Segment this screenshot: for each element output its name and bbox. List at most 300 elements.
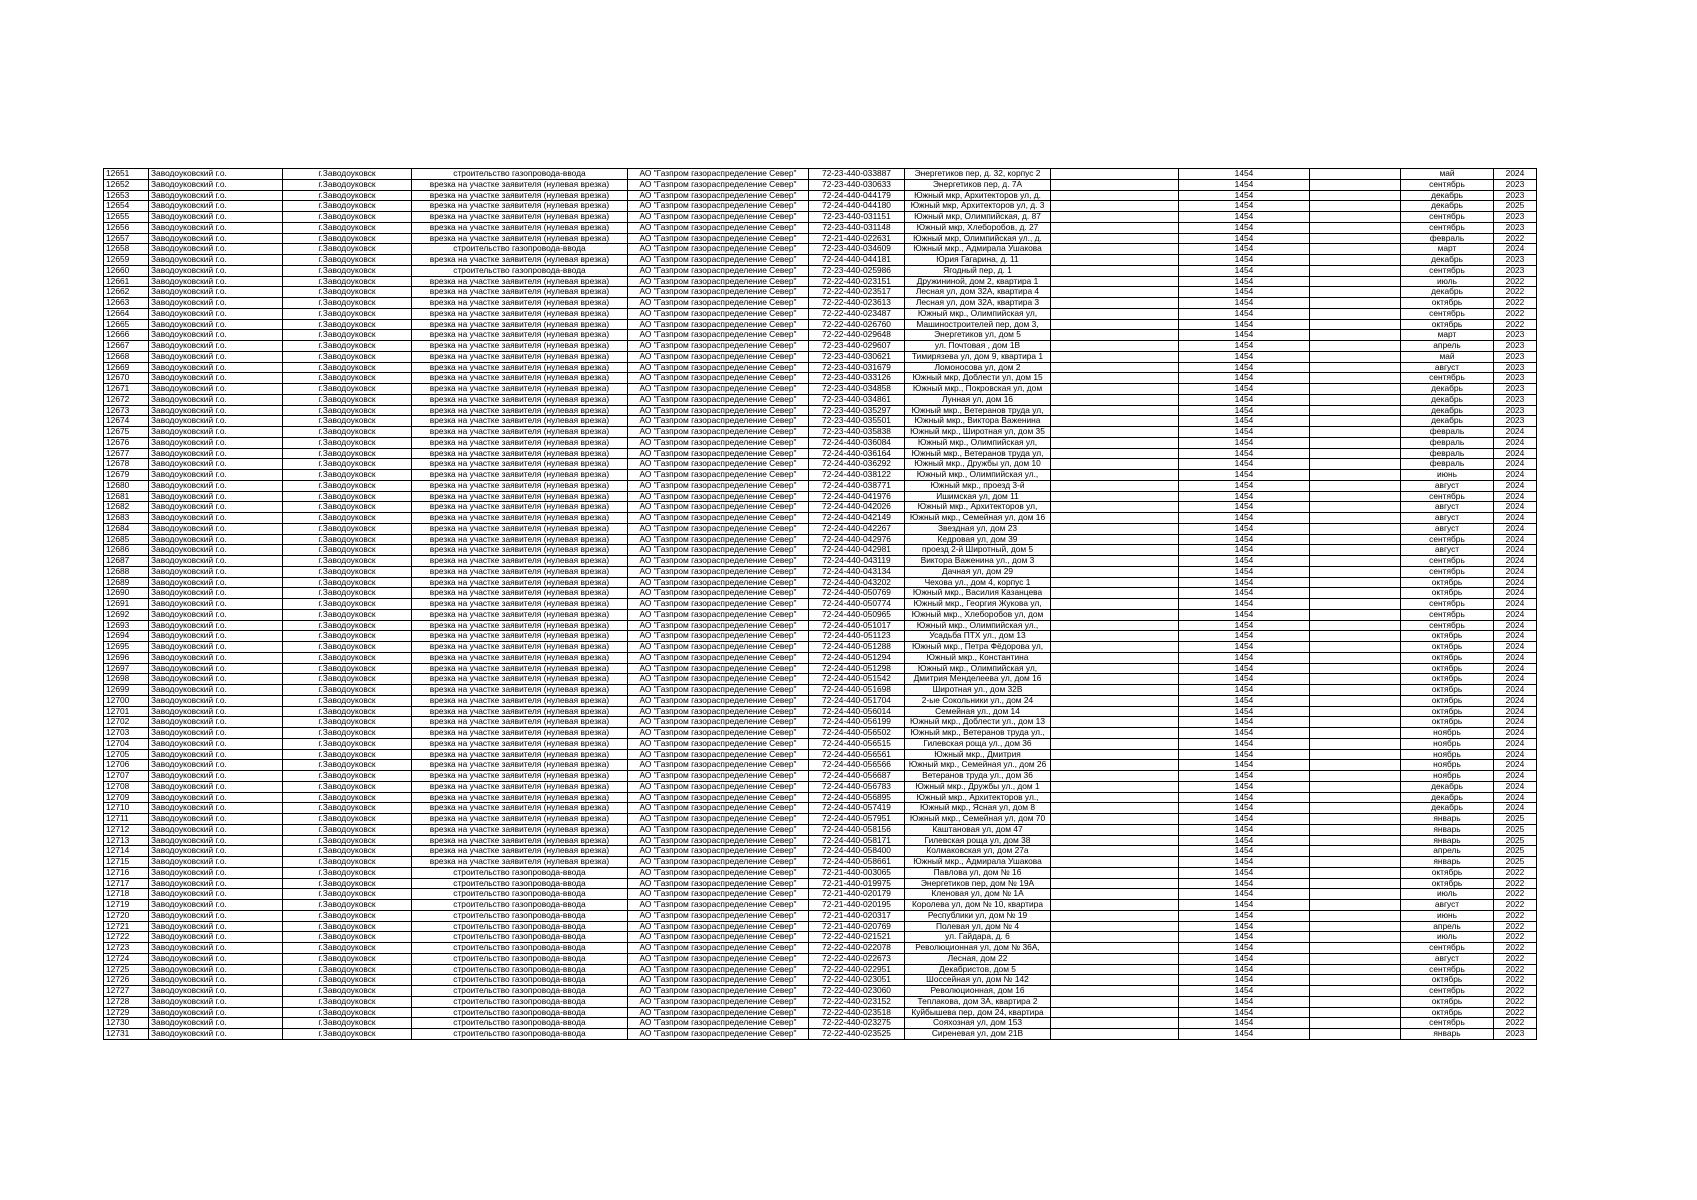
year-cell: 2024 xyxy=(1494,728,1537,739)
organization-cell: АО "Газпром газораспределение Север" xyxy=(628,599,809,610)
address-cell: Декабристов, дом 5 xyxy=(905,964,1051,975)
row-number-cell: 12704 xyxy=(104,738,149,749)
address-cell: Юрия Гагарина, д. 11 xyxy=(905,255,1051,266)
city-cell: г.Заводоуковск xyxy=(283,394,412,405)
application-number-cell: 72-24-440-051288 xyxy=(809,642,905,653)
work-type-cell: врезка на участке заявителя (нулевая врезка) xyxy=(412,212,628,223)
empty-cell-2-cell xyxy=(1310,792,1401,803)
district-cell: Заводоуковский г.о. xyxy=(149,308,283,319)
district-cell: Заводоуковский г.о. xyxy=(149,351,283,362)
organization-cell: АО "Газпром газораспределение Север" xyxy=(628,620,809,631)
empty-cell-2-cell xyxy=(1310,900,1401,911)
month-cell: март xyxy=(1401,244,1494,255)
empty-cell-cell xyxy=(1051,341,1179,352)
empty-cell-2-cell xyxy=(1310,996,1401,1007)
work-type-cell: строительство газопровода-ввода xyxy=(412,996,628,1007)
row-number-cell: 12660 xyxy=(104,265,149,276)
empty-cell-2-cell xyxy=(1310,534,1401,545)
organization-cell: АО "Газпром газораспределение Север" xyxy=(628,695,809,706)
month-cell: август xyxy=(1401,953,1494,964)
district-cell: Заводоуковский г.о. xyxy=(149,631,283,642)
address-cell: Южный мкр., Семейная ул., дом 26 xyxy=(905,760,1051,771)
application-number-cell: 72-24-440-056515 xyxy=(809,738,905,749)
year-cell: 2024 xyxy=(1494,760,1537,771)
month-cell: июнь xyxy=(1401,470,1494,481)
month-cell: январь xyxy=(1401,835,1494,846)
year-cell: 2024 xyxy=(1494,652,1537,663)
application-number-cell: 72-24-440-036292 xyxy=(809,459,905,470)
empty-cell-2-cell xyxy=(1310,222,1401,233)
address-cell: Революционная ул, дом № 36А, xyxy=(905,943,1051,954)
value-cell-cell: 1454 xyxy=(1179,889,1310,900)
empty-cell-cell xyxy=(1051,674,1179,685)
address-cell: Гилевская роща ул, дом 38 xyxy=(905,835,1051,846)
value-cell-cell: 1454 xyxy=(1179,792,1310,803)
month-cell: октябрь xyxy=(1401,706,1494,717)
month-cell: октябрь xyxy=(1401,685,1494,696)
district-cell: Заводоуковский г.о. xyxy=(149,265,283,276)
value-cell-cell: 1454 xyxy=(1179,921,1310,932)
month-cell: сентябрь xyxy=(1401,599,1494,610)
application-number-cell: 72-24-440-056561 xyxy=(809,749,905,760)
month-cell: октябрь xyxy=(1401,577,1494,588)
table-body xyxy=(104,169,1537,1040)
work-type-cell: врезка на участке заявителя (нулевая врезка) xyxy=(412,588,628,599)
empty-cell-2-cell xyxy=(1310,459,1401,470)
value-cell-cell: 1454 xyxy=(1179,910,1310,921)
work-type-cell: строительство газопровода-ввода xyxy=(412,889,628,900)
address-cell: Кленовая ул, дом № 1А xyxy=(905,889,1051,900)
organization-cell: АО "Газпром газораспределение Север" xyxy=(628,857,809,868)
work-type-cell: врезка на участке заявителя (нулевая врезка) xyxy=(412,738,628,749)
value-cell-cell: 1454 xyxy=(1179,416,1310,427)
application-number-cell: 72-24-440-058661 xyxy=(809,857,905,868)
address-cell: Ветеранов труда ул., дом 36 xyxy=(905,771,1051,782)
table-row xyxy=(104,620,1537,631)
month-cell: декабрь xyxy=(1401,394,1494,405)
application-number-cell: 72-24-440-043134 xyxy=(809,566,905,577)
row-number-cell: 12720 xyxy=(104,910,149,921)
city-cell: г.Заводоуковск xyxy=(283,255,412,266)
year-cell: 2023 xyxy=(1494,265,1537,276)
city-cell: г.Заводоуковск xyxy=(283,900,412,911)
address-cell: Лесная, дом 22 xyxy=(905,953,1051,964)
row-number-cell: 12679 xyxy=(104,470,149,481)
value-cell-cell: 1454 xyxy=(1179,513,1310,524)
row-number-cell: 12688 xyxy=(104,566,149,577)
city-cell: г.Заводоуковск xyxy=(283,405,412,416)
district-cell: Заводоуковский г.о. xyxy=(149,427,283,438)
organization-cell: АО "Газпром газораспределение Север" xyxy=(628,964,809,975)
empty-cell-2-cell xyxy=(1310,642,1401,653)
value-cell-cell: 1454 xyxy=(1179,685,1310,696)
city-cell: г.Заводоуковск xyxy=(283,975,412,986)
city-cell: г.Заводоуковск xyxy=(283,459,412,470)
work-type-cell: врезка на участке заявителя (нулевая врезка) xyxy=(412,534,628,545)
table-row xyxy=(104,1018,1537,1029)
table-row xyxy=(104,663,1537,674)
city-cell: г.Заводоуковск xyxy=(283,620,412,631)
district-cell: Заводоуковский г.о. xyxy=(149,814,283,825)
work-type-cell: строительство газопровода-ввода xyxy=(412,1029,628,1040)
month-cell: август xyxy=(1401,480,1494,491)
month-cell: октябрь xyxy=(1401,652,1494,663)
value-cell-cell: 1454 xyxy=(1179,609,1310,620)
district-cell: Заводоуковский г.о. xyxy=(149,910,283,921)
row-number-cell: 12690 xyxy=(104,588,149,599)
organization-cell: АО "Газпром газораспределение Север" xyxy=(628,577,809,588)
empty-cell-cell xyxy=(1051,717,1179,728)
row-number-cell: 12730 xyxy=(104,1018,149,1029)
application-number-cell: 72-24-440-056502 xyxy=(809,728,905,739)
city-cell: г.Заводоуковск xyxy=(283,663,412,674)
empty-cell-cell xyxy=(1051,437,1179,448)
application-number-cell: 72-24-440-057951 xyxy=(809,814,905,825)
city-cell: г.Заводоуковск xyxy=(283,244,412,255)
row-number-cell: 12664 xyxy=(104,308,149,319)
application-number-cell: 72-24-440-051298 xyxy=(809,663,905,674)
empty-cell-2-cell xyxy=(1310,1007,1401,1018)
table-row xyxy=(104,749,1537,760)
empty-cell-2-cell xyxy=(1310,502,1401,513)
address-cell: Ломоносова ул, дом 2 xyxy=(905,362,1051,373)
month-cell: ноябрь xyxy=(1401,760,1494,771)
district-cell: Заводоуковский г.о. xyxy=(149,996,283,1007)
empty-cell-cell xyxy=(1051,556,1179,567)
empty-cell-cell xyxy=(1051,513,1179,524)
address-cell: Южный мкр., Олимпийская ул, xyxy=(905,663,1051,674)
district-cell: Заводоуковский г.о. xyxy=(149,287,283,298)
district-cell: Заводоуковский г.о. xyxy=(149,319,283,330)
value-cell-cell: 1454 xyxy=(1179,577,1310,588)
month-cell: декабрь xyxy=(1401,201,1494,212)
application-number-cell: 72-24-440-056687 xyxy=(809,771,905,782)
address-cell: Кедровая ул, дом 39 xyxy=(905,534,1051,545)
city-cell: г.Заводоуковск xyxy=(283,781,412,792)
value-cell-cell: 1454 xyxy=(1179,1018,1310,1029)
empty-cell-2-cell xyxy=(1310,265,1401,276)
application-number-cell: 72-24-440-058171 xyxy=(809,835,905,846)
address-cell: Южный мкр., Георгия Жукова ул, xyxy=(905,599,1051,610)
address-cell: Южный мкр, Олимпийская ул., д. xyxy=(905,233,1051,244)
city-cell: г.Заводоуковск xyxy=(283,212,412,223)
month-cell: октябрь xyxy=(1401,717,1494,728)
value-cell-cell: 1454 xyxy=(1179,459,1310,470)
address-cell: Каштановая ул, дом 47 xyxy=(905,824,1051,835)
district-cell: Заводоуковский г.о. xyxy=(149,674,283,685)
city-cell: г.Заводоуковск xyxy=(283,953,412,964)
application-number-cell: 72-24-440-042976 xyxy=(809,534,905,545)
organization-cell: АО "Газпром газораспределение Север" xyxy=(628,728,809,739)
empty-cell-2-cell xyxy=(1310,771,1401,782)
value-cell-cell: 1454 xyxy=(1179,900,1310,911)
table-row xyxy=(104,717,1537,728)
work-type-cell: строительство газопровода-ввода xyxy=(412,1007,628,1018)
work-type-cell: врезка на участке заявителя (нулевая врезка) xyxy=(412,717,628,728)
empty-cell-2-cell xyxy=(1310,201,1401,212)
organization-cell: АО "Газпром газораспределение Север" xyxy=(628,900,809,911)
organization-cell: АО "Газпром газораспределение Север" xyxy=(628,631,809,642)
month-cell: ноябрь xyxy=(1401,738,1494,749)
application-number-cell: 72-23-440-030621 xyxy=(809,351,905,362)
empty-cell-cell xyxy=(1051,244,1179,255)
district-cell: Заводоуковский г.о. xyxy=(149,566,283,577)
work-type-cell: врезка на участке заявителя (нулевая врезка) xyxy=(412,609,628,620)
address-cell: Южный мкр., Петра Фёдорова ул, xyxy=(905,642,1051,653)
empty-cell-2-cell xyxy=(1310,491,1401,502)
empty-cell-2-cell xyxy=(1310,244,1401,255)
row-number-cell: 12696 xyxy=(104,652,149,663)
row-number-cell: 12726 xyxy=(104,975,149,986)
district-cell: Заводоуковский г.о. xyxy=(149,534,283,545)
value-cell-cell: 1454 xyxy=(1179,405,1310,416)
row-number-cell: 12714 xyxy=(104,846,149,857)
empty-cell-2-cell xyxy=(1310,1029,1401,1040)
application-number-cell: 72-24-440-051704 xyxy=(809,695,905,706)
month-cell: сентябрь xyxy=(1401,491,1494,502)
value-cell-cell: 1454 xyxy=(1179,319,1310,330)
application-number-cell: 72-22-440-026760 xyxy=(809,319,905,330)
district-cell: Заводоуковский г.о. xyxy=(149,222,283,233)
application-number-cell: 72-23-440-034861 xyxy=(809,394,905,405)
work-type-cell: врезка на участке заявителя (нулевая врезка) xyxy=(412,179,628,190)
value-cell-cell: 1454 xyxy=(1179,362,1310,373)
city-cell: г.Заводоуковск xyxy=(283,588,412,599)
empty-cell-cell xyxy=(1051,405,1179,416)
application-number-cell: 72-24-440-056895 xyxy=(809,792,905,803)
application-number-cell: 72-24-440-036164 xyxy=(809,448,905,459)
row-number-cell: 12676 xyxy=(104,437,149,448)
value-cell-cell: 1454 xyxy=(1179,932,1310,943)
empty-cell-cell xyxy=(1051,330,1179,341)
row-number-cell: 12705 xyxy=(104,749,149,760)
organization-cell: АО "Газпром газораспределение Север" xyxy=(628,523,809,534)
month-cell: сентябрь xyxy=(1401,556,1494,567)
district-cell: Заводоуковский г.о. xyxy=(149,513,283,524)
district-cell: Заводоуковский г.о. xyxy=(149,867,283,878)
month-cell: август xyxy=(1401,502,1494,513)
year-cell: 2024 xyxy=(1494,513,1537,524)
row-number-cell: 12651 xyxy=(104,169,149,180)
city-cell: г.Заводоуковск xyxy=(283,437,412,448)
month-cell: июль xyxy=(1401,889,1494,900)
city-cell: г.Заводоуковск xyxy=(283,351,412,362)
year-cell: 2025 xyxy=(1494,814,1537,825)
year-cell: 2023 xyxy=(1494,405,1537,416)
empty-cell-cell xyxy=(1051,921,1179,932)
year-cell: 2024 xyxy=(1494,502,1537,513)
address-cell: Усадьба ПТХ ул., дом 13 xyxy=(905,631,1051,642)
district-cell: Заводоуковский г.о. xyxy=(149,663,283,674)
city-cell: г.Заводоуковск xyxy=(283,609,412,620)
organization-cell: АО "Газпром газораспределение Север" xyxy=(628,1029,809,1040)
work-type-cell: врезка на участке заявителя (нулевая врезка) xyxy=(412,190,628,201)
empty-cell-2-cell xyxy=(1310,437,1401,448)
organization-cell: АО "Газпром газораспределение Север" xyxy=(628,276,809,287)
month-cell: февраль xyxy=(1401,448,1494,459)
address-cell: Южный мкр., Ветеранов труда ул, xyxy=(905,448,1051,459)
organization-cell: АО "Газпром газораспределение Север" xyxy=(628,803,809,814)
application-number-cell: 72-22-440-021521 xyxy=(809,932,905,943)
empty-cell-cell xyxy=(1051,857,1179,868)
application-number-cell: 72-24-440-050965 xyxy=(809,609,905,620)
year-cell: 2022 xyxy=(1494,867,1537,878)
district-cell: Заводоуковский г.о. xyxy=(149,986,283,997)
year-cell: 2024 xyxy=(1494,674,1537,685)
address-cell: Сояхозная ул, дом 153 xyxy=(905,1018,1051,1029)
organization-cell: АО "Газпром газораспределение Север" xyxy=(628,319,809,330)
year-cell: 2022 xyxy=(1494,233,1537,244)
empty-cell-cell xyxy=(1051,964,1179,975)
address-cell: Революционная, дом 16 xyxy=(905,986,1051,997)
address-cell: Южный мкр., Архитекторов ул., xyxy=(905,792,1051,803)
row-number-cell: 12678 xyxy=(104,459,149,470)
address-cell: Южный мкр., Дружбы ул., дом 1 xyxy=(905,781,1051,792)
empty-cell-cell xyxy=(1051,179,1179,190)
empty-cell-cell xyxy=(1051,652,1179,663)
district-cell: Заводоуковский г.о. xyxy=(149,179,283,190)
organization-cell: АО "Газпром газораспределение Север" xyxy=(628,212,809,223)
empty-cell-cell xyxy=(1051,803,1179,814)
row-number-cell: 12693 xyxy=(104,620,149,631)
value-cell-cell: 1454 xyxy=(1179,663,1310,674)
work-type-cell: врезка на участке заявителя (нулевая врезка) xyxy=(412,255,628,266)
table-row xyxy=(104,276,1537,287)
organization-cell: АО "Газпром газораспределение Север" xyxy=(628,706,809,717)
city-cell: г.Заводоуковск xyxy=(283,201,412,212)
organization-cell: АО "Газпром газораспределение Север" xyxy=(628,996,809,1007)
year-cell: 2024 xyxy=(1494,459,1537,470)
work-type-cell: врезка на участке заявителя (нулевая врезка) xyxy=(412,781,628,792)
district-cell: Заводоуковский г.о. xyxy=(149,502,283,513)
month-cell: ноябрь xyxy=(1401,749,1494,760)
address-cell: Южный мкр, Архитекторов ул, д. xyxy=(905,190,1051,201)
city-cell: г.Заводоуковск xyxy=(283,738,412,749)
address-cell: ул. Гайдара, д. 6 xyxy=(905,932,1051,943)
row-number-cell: 12709 xyxy=(104,792,149,803)
row-number-cell: 12667 xyxy=(104,341,149,352)
row-number-cell: 12724 xyxy=(104,953,149,964)
application-number-cell: 72-24-440-056014 xyxy=(809,706,905,717)
application-number-cell: 72-22-440-023518 xyxy=(809,1007,905,1018)
work-type-cell: строительство газопровода-ввода xyxy=(412,986,628,997)
address-cell: Лесная ул, дом 32А, квартира 3 xyxy=(905,298,1051,309)
city-cell: г.Заводоуковск xyxy=(283,319,412,330)
application-number-cell: 72-24-440-036084 xyxy=(809,437,905,448)
value-cell-cell: 1454 xyxy=(1179,556,1310,567)
table-row xyxy=(104,416,1537,427)
work-type-cell: врезка на участке заявителя (нулевая врезка) xyxy=(412,470,628,481)
value-cell-cell: 1454 xyxy=(1179,287,1310,298)
city-cell: г.Заводоуковск xyxy=(283,470,412,481)
table-row xyxy=(104,889,1537,900)
address-cell: Южный мкр., Семейная ул, дом 16 xyxy=(905,513,1051,524)
empty-cell-cell xyxy=(1051,287,1179,298)
organization-cell: АО "Газпром газораспределение Север" xyxy=(628,824,809,835)
organization-cell: АО "Газпром газораспределение Север" xyxy=(628,1018,809,1029)
row-number-cell: 12713 xyxy=(104,835,149,846)
organization-cell: АО "Газпром газораспределение Север" xyxy=(628,867,809,878)
table-row xyxy=(104,351,1537,362)
city-cell: г.Заводоуковск xyxy=(283,631,412,642)
address-cell: Виктора Важенина ул., дом 3 xyxy=(905,556,1051,567)
empty-cell-2-cell xyxy=(1310,749,1401,760)
value-cell-cell: 1454 xyxy=(1179,255,1310,266)
row-number-cell: 12729 xyxy=(104,1007,149,1018)
year-cell: 2024 xyxy=(1494,781,1537,792)
row-number-cell: 12653 xyxy=(104,190,149,201)
organization-cell: АО "Газпром газораспределение Север" xyxy=(628,222,809,233)
district-cell: Заводоуковский г.о. xyxy=(149,1018,283,1029)
empty-cell-2-cell xyxy=(1310,824,1401,835)
empty-cell-2-cell xyxy=(1310,889,1401,900)
district-cell: Заводоуковский г.о. xyxy=(149,652,283,663)
empty-cell-2-cell xyxy=(1310,857,1401,868)
month-cell: декабрь xyxy=(1401,287,1494,298)
value-cell-cell: 1454 xyxy=(1179,588,1310,599)
city-cell: г.Заводоуковск xyxy=(283,416,412,427)
value-cell-cell: 1454 xyxy=(1179,760,1310,771)
value-cell-cell: 1454 xyxy=(1179,502,1310,513)
empty-cell-2-cell xyxy=(1310,631,1401,642)
organization-cell: АО "Газпром газораспределение Север" xyxy=(628,652,809,663)
table-row xyxy=(104,577,1537,588)
district-cell: Заводоуковский г.о. xyxy=(149,437,283,448)
work-type-cell: врезка на участке заявителя (нулевая врезка) xyxy=(412,330,628,341)
value-cell-cell: 1454 xyxy=(1179,835,1310,846)
district-cell: Заводоуковский г.о. xyxy=(149,588,283,599)
empty-cell-2-cell xyxy=(1310,964,1401,975)
organization-cell: АО "Газпром газораспределение Север" xyxy=(628,384,809,395)
work-type-cell: врезка на участке заявителя (нулевая врезка) xyxy=(412,201,628,212)
address-cell: Павлова ул, дом № 16 xyxy=(905,867,1051,878)
address-cell: Теплакова, дом 3А, квартира 2 xyxy=(905,996,1051,1007)
year-cell: 2023 xyxy=(1494,255,1537,266)
address-cell: Куйбышева пер, дом 24, квартира xyxy=(905,1007,1051,1018)
year-cell: 2023 xyxy=(1494,212,1537,223)
row-number-cell: 12711 xyxy=(104,814,149,825)
empty-cell-cell xyxy=(1051,771,1179,782)
work-type-cell: строительство газопровода-ввода xyxy=(412,265,628,276)
table-row xyxy=(104,878,1537,889)
work-type-cell: врезка на участке заявителя (нулевая врезка) xyxy=(412,566,628,577)
value-cell-cell: 1454 xyxy=(1179,642,1310,653)
address-cell: Лунная ул, дом 16 xyxy=(905,394,1051,405)
city-cell: г.Заводоуковск xyxy=(283,545,412,556)
address-cell: Южный мкр., Василия Казанцева xyxy=(905,588,1051,599)
table-row xyxy=(104,201,1537,212)
district-cell: Заводоуковский г.о. xyxy=(149,738,283,749)
application-number-cell: 72-23-440-034858 xyxy=(809,384,905,395)
city-cell: г.Заводоуковск xyxy=(283,695,412,706)
row-number-cell: 12672 xyxy=(104,394,149,405)
year-cell: 2024 xyxy=(1494,609,1537,620)
district-cell: Заводоуковский г.о. xyxy=(149,169,283,180)
city-cell: г.Заводоуковск xyxy=(283,674,412,685)
row-number-cell: 12722 xyxy=(104,932,149,943)
work-type-cell: врезка на участке заявителя (нулевая врезка) xyxy=(412,373,628,384)
empty-cell-cell xyxy=(1051,1007,1179,1018)
district-cell: Заводоуковский г.о. xyxy=(149,943,283,954)
address-cell: Южный мкр., Архитекторов ул, xyxy=(905,502,1051,513)
table-row xyxy=(104,953,1537,964)
district-cell: Заводоуковский г.о. xyxy=(149,545,283,556)
empty-cell-2-cell xyxy=(1310,330,1401,341)
row-number-cell: 12665 xyxy=(104,319,149,330)
address-cell: Ишимская ул, дом 11 xyxy=(905,491,1051,502)
table-row xyxy=(104,867,1537,878)
table-row xyxy=(104,341,1537,352)
